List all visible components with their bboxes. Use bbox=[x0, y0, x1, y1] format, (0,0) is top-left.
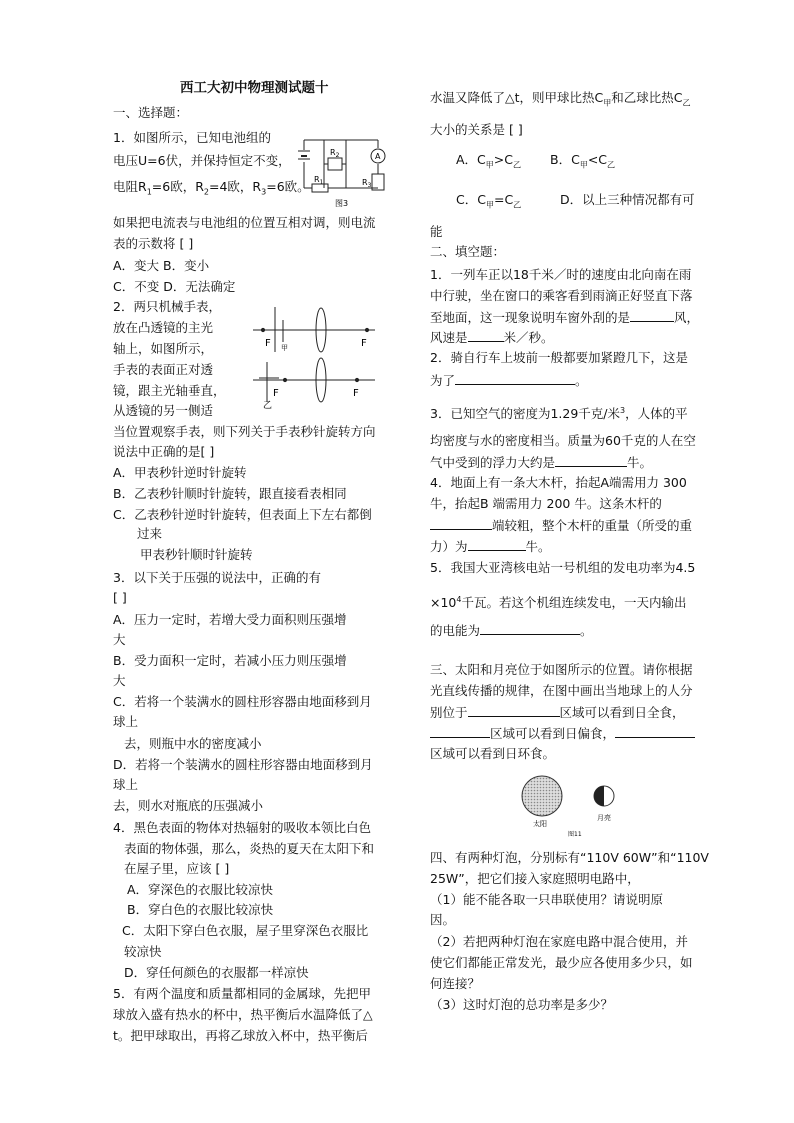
s3-line1: 三、太阳和月亮位于如图所示的位置。请你根据 bbox=[430, 662, 693, 677]
q5-option-a: A．$C_甲>C_乙$ bbox=[456, 152, 521, 170]
lens-diagram bbox=[245, 302, 385, 412]
f5-line2: $\times 10^4$千瓦。若这个机组连续发电，一天内输出 bbox=[430, 595, 687, 611]
s4-q2-line3: 何连接？ bbox=[430, 976, 481, 991]
f4-line2: 牛，抬起B 端需用力 200 牛。这条木杆的 bbox=[430, 496, 662, 511]
lens2-f-right: F bbox=[353, 388, 359, 399]
lens2-yi-label: 乙 bbox=[263, 401, 273, 411]
s4-q1-line2: 因。 bbox=[430, 912, 456, 927]
f3-line3: 气中受到的浮力大约是 牛。 bbox=[430, 452, 652, 473]
f4-line1: 4．地面上有一条大木杆，抬起A端需用力 300 bbox=[430, 475, 687, 490]
f4-line3: 端较粗，整个木杆的重量（所受的重 bbox=[430, 515, 692, 536]
f4-line4: 力）为 牛。 bbox=[430, 536, 551, 557]
q2-option-c-cont: 过来 bbox=[137, 526, 163, 541]
lens1-jia-label: 甲 bbox=[281, 344, 288, 352]
q2-line7: 当位置观察手表，则下列关于手表秒针旋转方向 bbox=[113, 424, 376, 439]
q4-line3: 在屋子里，应该 [ ] bbox=[124, 861, 230, 876]
s4-q1-line1: （1）能不能各取一只串联使用？请说明原 bbox=[430, 892, 663, 907]
q2-option-c: C．乙表秒针逆时针旋转，但表面上下左右都倒 bbox=[113, 507, 372, 522]
s4-q2-line1: （2）若把两种灯泡在家庭电路中混合使用，并 bbox=[430, 934, 688, 949]
f3-line2: 均密度与水的密度相当。质量为60千克的人在空 bbox=[430, 433, 696, 448]
s3-blank-partial[interactable] bbox=[430, 723, 490, 738]
q2-option-a: A．甲表秒针逆时针旋转 bbox=[113, 465, 247, 480]
lens2-f-left: F bbox=[273, 388, 279, 399]
f1-line3: 至地面，这一现象说明车窗外刮的是 风， bbox=[430, 307, 699, 328]
q2-line6: 从透镜的另一侧适 bbox=[113, 403, 214, 418]
q3-option-c-cont2: 去，则瓶中水的密度减小 bbox=[124, 736, 262, 751]
q3-option-b-cont: 大 bbox=[113, 673, 126, 688]
s4-q3: （3）这时灯泡的总功率是多少？ bbox=[430, 997, 613, 1012]
f5-line3: 的电能为 。 bbox=[430, 620, 593, 641]
q2-line8: 说法中正确的是[ ] bbox=[113, 444, 215, 459]
q5-option-c: C．$C_甲=C_乙$ bbox=[456, 192, 522, 210]
q3-option-b: B．受力面积一定时，若减小压力则压强增 bbox=[113, 653, 347, 668]
q2-line1: 2．两只机械手表， bbox=[113, 299, 221, 314]
q4-option-c-cont: 较凉快 bbox=[124, 944, 162, 959]
f1-line2: 中行驶，坐在窗口的乘客看到雨滴正好竖直下落 bbox=[430, 288, 693, 303]
q5-line3: t。把甲球取出，再将乙球放入杯中，热平衡后 bbox=[113, 1028, 368, 1043]
section-choice-heading: 一、选择题： bbox=[113, 105, 189, 120]
q5-line4: 水温又降低了△t，则甲球比热$C_甲$和乙球比热$C_乙$ bbox=[430, 90, 691, 108]
q3-option-a-cont: 大 bbox=[113, 632, 126, 647]
page-title: 西工大初中物理测试题十 bbox=[180, 80, 329, 96]
sun-label: 太阳 bbox=[533, 820, 547, 828]
f5-blank[interactable] bbox=[480, 620, 580, 635]
q1-line3: 电阻$R_1=6$欧，$R_2=4$欧，$R_3=6$欧。 bbox=[113, 179, 310, 197]
q1-options-ab: A．变大 B．变小 bbox=[113, 258, 210, 273]
q3-line1: 3．以下关于压强的说法中，正确的有 bbox=[113, 570, 321, 585]
f2-line2: 为了 。 bbox=[430, 370, 588, 391]
q5-option-d: D．以上三种情况都有可 bbox=[560, 192, 695, 207]
s3-blank-annular[interactable] bbox=[615, 723, 695, 738]
f1-line1: 1．一列车正以18千米／时的速度由北向南在雨 bbox=[430, 267, 692, 282]
q5-line2: 球放入盛有热水的杯中，热平衡后水温降低了△ bbox=[113, 1007, 373, 1022]
q2-option-b: B．乙表秒针顺时针旋转，跟直接看表相同 bbox=[113, 486, 347, 501]
q3-option-c-cont: 球上 bbox=[113, 714, 139, 729]
r1-label: $R_1$ bbox=[314, 175, 324, 186]
f1-blank-direction[interactable] bbox=[630, 307, 674, 322]
q4-option-c: C．太阳下穿白色衣服，屋子里穿深色衣服比 bbox=[122, 923, 369, 938]
figure11-caption: 图11 bbox=[568, 831, 582, 838]
f1-line4: 风速是 米／秒。 bbox=[430, 327, 554, 348]
f4-blank-weight[interactable] bbox=[468, 536, 526, 551]
q1-line5: 表的示数将 [ ] bbox=[113, 236, 194, 251]
moon-icon bbox=[594, 786, 614, 806]
f2-blank[interactable] bbox=[455, 370, 575, 385]
q4-option-b: B．穿白色的衣服比较凉快 bbox=[127, 902, 274, 917]
q1-options-cd: C．不变 D．无法确定 bbox=[113, 279, 236, 294]
q3-option-c: C．若将一个装满水的圆柱形容器由地面移到月 bbox=[113, 694, 372, 709]
q1-line2: 电压U=6伏，并保持恒定不变， bbox=[113, 153, 291, 168]
s4-line2: 25W”，把它们接入家庭照明电路中， bbox=[430, 871, 640, 886]
section-fill-heading: 二、填空题： bbox=[430, 244, 506, 259]
q2-line2: 放在凸透镜的主光 bbox=[113, 320, 214, 335]
s4-line1: 四、有两种灯泡，分别标有“110V 60W”和“110V bbox=[430, 850, 709, 865]
f4-blank-end[interactable] bbox=[430, 515, 492, 530]
q2-line3: 轴上，如图所示， bbox=[113, 341, 214, 356]
s3-blank-total[interactable] bbox=[468, 702, 560, 717]
moon-label: 月亮 bbox=[597, 814, 611, 822]
q4-line2: 表面的物体强，那么，炎热的夏天在太阳下和 bbox=[124, 841, 375, 856]
q1-line4: 如果把电流表与电池组的位置互相对调，则电流 bbox=[113, 215, 376, 230]
f3-line1: 3．已知空气的密度为1.29千克/米$^3$，人体的平 bbox=[430, 406, 688, 422]
lens1-f-right: F bbox=[361, 338, 367, 349]
q3-option-d-cont: 球上 bbox=[113, 777, 139, 792]
f1-blank-speed[interactable] bbox=[468, 327, 504, 342]
q5-option-b: B．$C_甲<C_乙$ bbox=[550, 152, 616, 170]
s3-line5: 区域可以看到日环食。 bbox=[430, 746, 556, 761]
q4-line1: 4．黑色表面的物体对热辐射的吸收本领比白色 bbox=[113, 820, 371, 835]
q4-option-d: D．穿任何颜色的衣服都一样凉快 bbox=[124, 965, 309, 980]
r3-label: $R_3$ bbox=[362, 178, 372, 189]
f3-blank[interactable] bbox=[555, 452, 627, 467]
sun-moon-diagram bbox=[512, 774, 632, 840]
q5-line1: 5．有两个温度和质量都相同的金属球，先把甲 bbox=[113, 986, 371, 1001]
q2-option-d: 甲表秒针顺时针旋转 bbox=[140, 547, 253, 562]
q3-option-a: A．压力一定时，若增大受力面积则压强增 bbox=[113, 612, 347, 627]
q2-line5: 镜，跟主光轴垂直， bbox=[113, 383, 226, 398]
q5-option-d-cont: 能 bbox=[430, 224, 443, 239]
r2-label: $R_2$ bbox=[330, 148, 340, 159]
q1-line1: 1．如图所示，已知电池组的 bbox=[113, 130, 271, 145]
f2-line1: 2．骑自行车上坡前一般都要加紧蹬几下，这是 bbox=[430, 350, 688, 365]
q4-option-a: A．穿深色的衣服比较凉快 bbox=[127, 882, 274, 897]
s3-line3: 别位于 区域可以看到日全食， bbox=[430, 702, 685, 723]
s3-line4: 区域可以看到日偏食， bbox=[430, 723, 695, 744]
f5-line1: 5．我国大亚湾核电站一号机组的发电功率为4.5 bbox=[430, 560, 696, 575]
q3-option-d: D．若将一个装满水的圆柱形容器由地面移到月 bbox=[113, 757, 373, 772]
q5-line5: 大小的关系是 [ ] bbox=[430, 122, 523, 137]
s4-q2-line2: 使它们都能正常发光，最少应各使用多少只，如 bbox=[430, 955, 693, 970]
circuit-diagram bbox=[290, 130, 390, 210]
s3-line2: 光直线传播的规律，在图中画出当地球上的人分 bbox=[430, 683, 693, 698]
figure3-caption: 图3 bbox=[335, 199, 349, 208]
sun-icon bbox=[522, 776, 562, 816]
q2-line4: 手表的表面正对透 bbox=[113, 362, 214, 377]
ammeter-label: A bbox=[375, 152, 381, 161]
q3-line2: [ ] bbox=[113, 590, 127, 605]
lens1-f-left: F bbox=[265, 338, 271, 349]
q3-option-d-cont2: 去，则水对瓶底的压强减小 bbox=[113, 798, 264, 813]
